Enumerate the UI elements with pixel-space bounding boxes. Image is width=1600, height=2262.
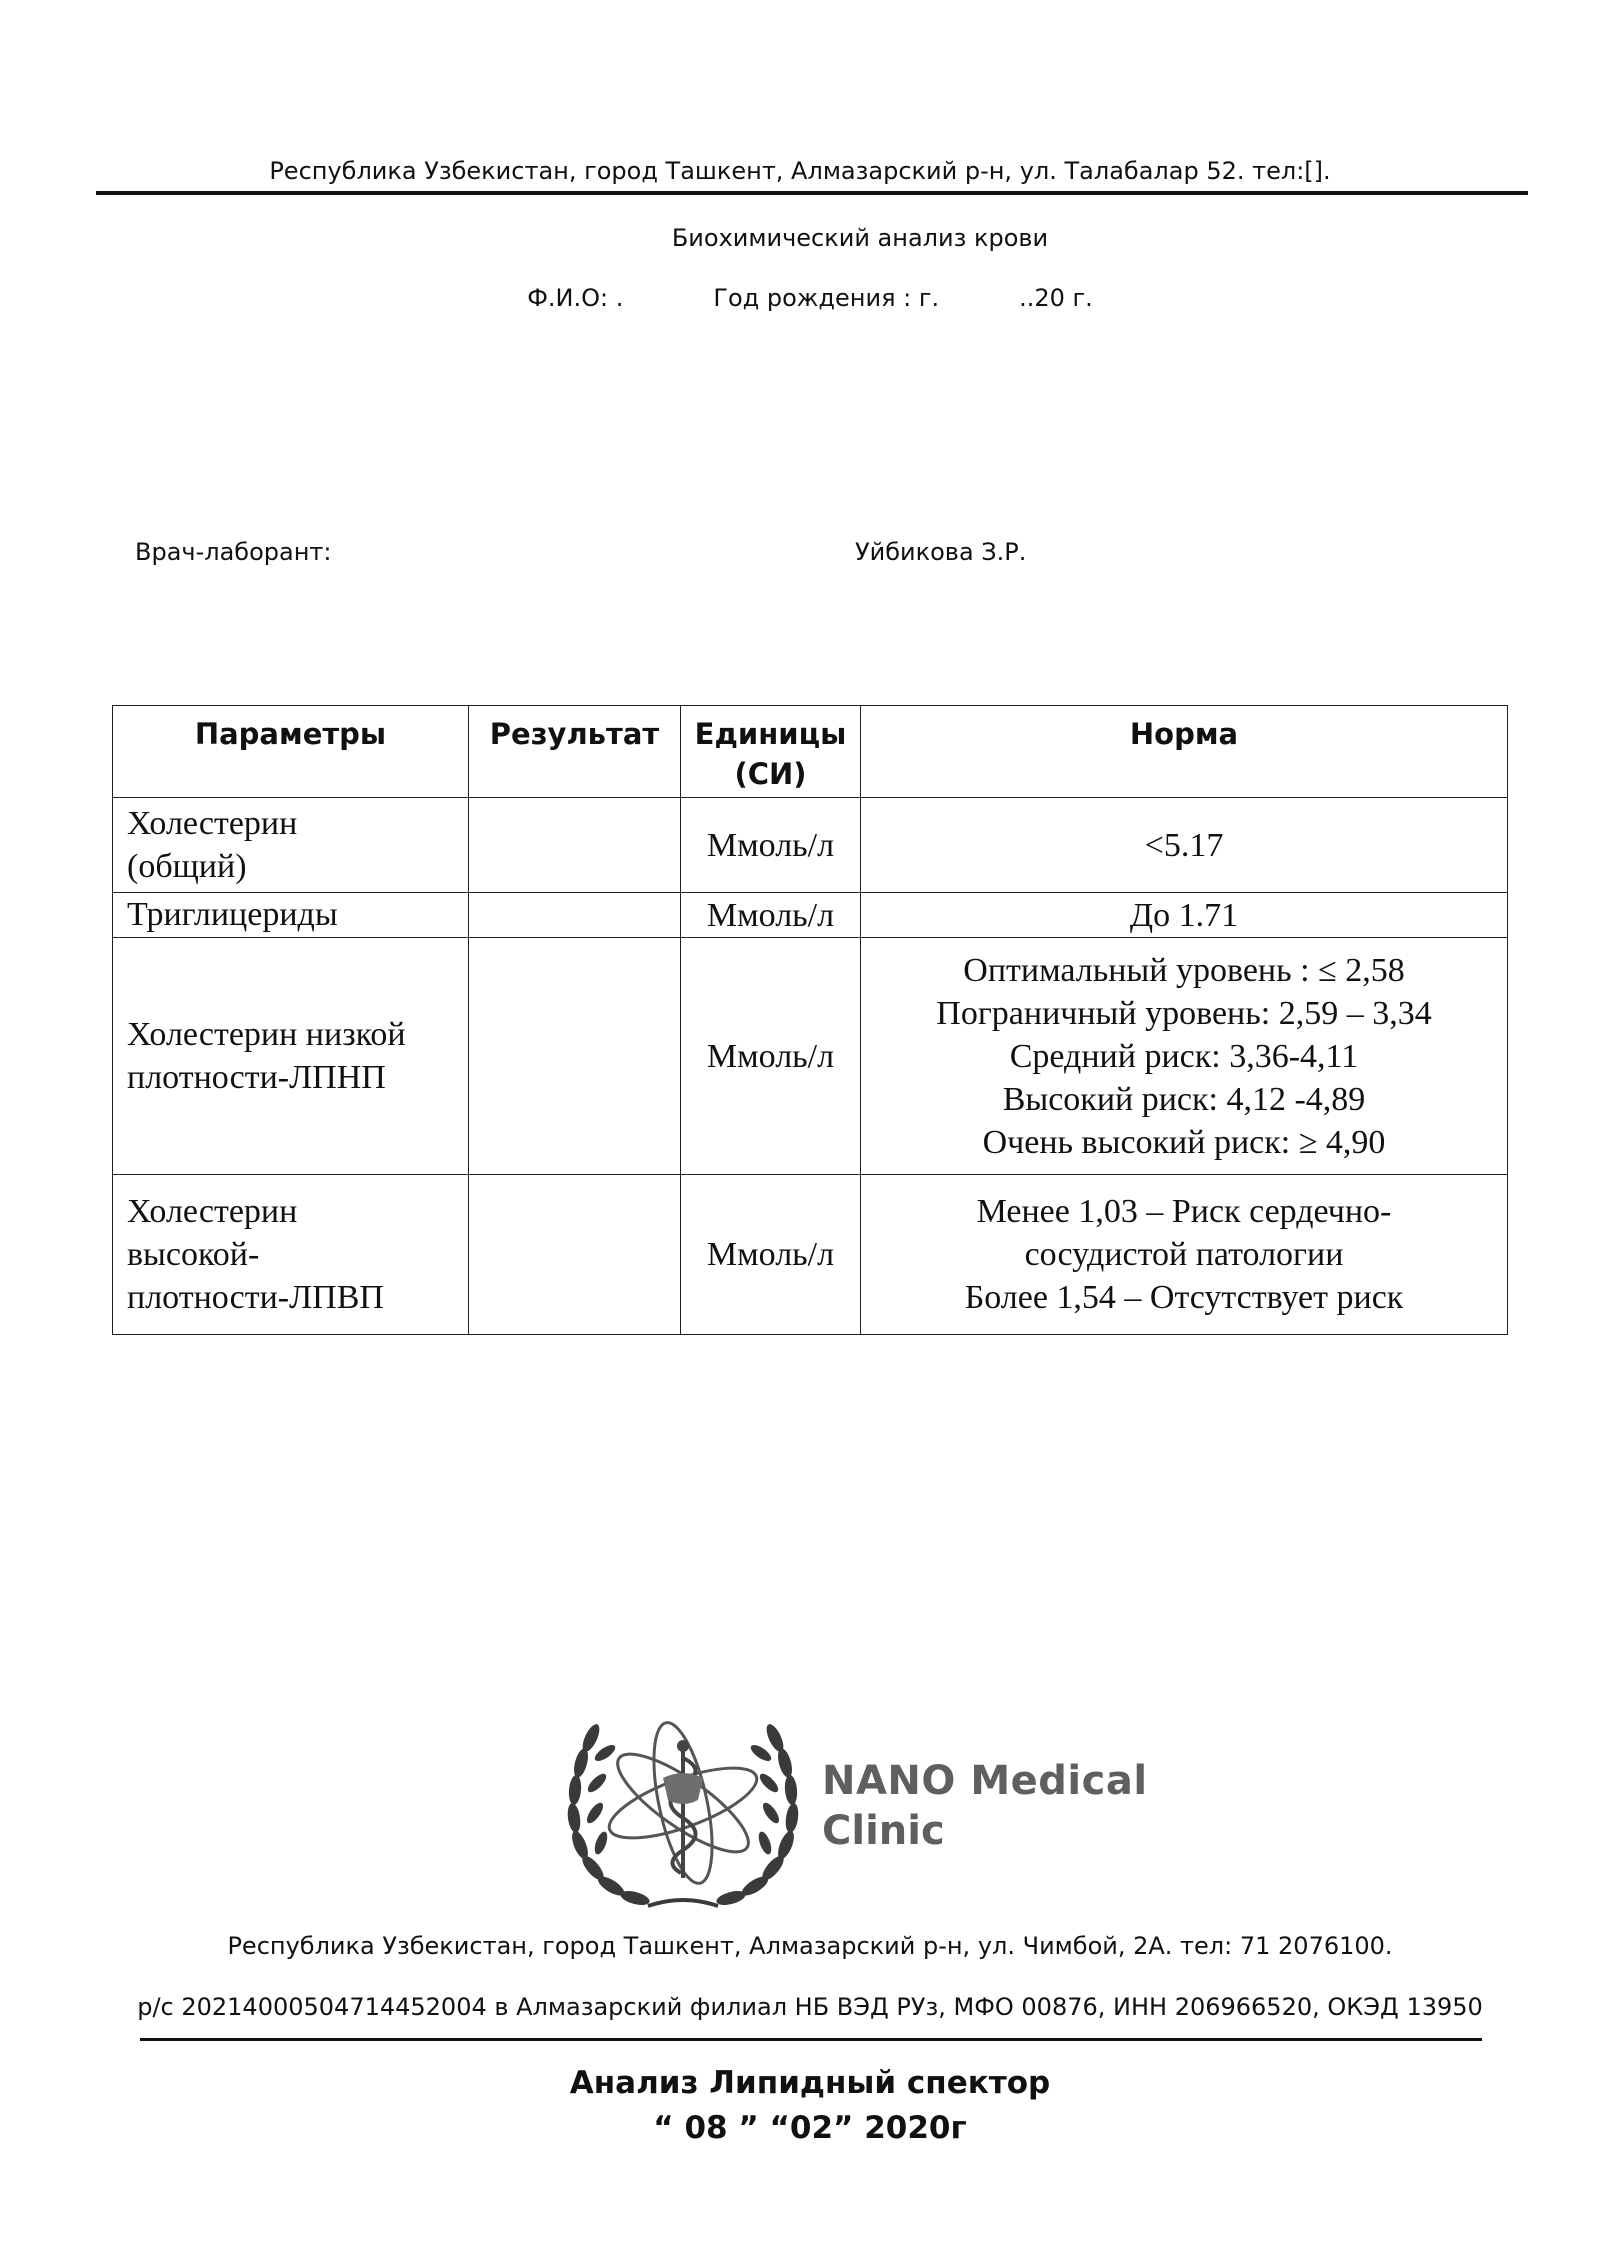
norm-cell	[861, 798, 1508, 893]
unit-cell: Ммоль/л	[681, 798, 861, 893]
norm-cell	[861, 1175, 1508, 1335]
header-address: Республика Узбекистан, город Ташкент, Алмазарский р-н, ул. Талабалар 52. тел:[].	[269, 157, 1331, 185]
norm-cell	[861, 938, 1508, 1175]
parameter-text: Холестерин низкой	[127, 1016, 406, 1053]
parameter-cell	[113, 893, 469, 938]
norm-text: сосудистой патологии	[1024, 1236, 1344, 1273]
result-cell[interactable]	[469, 798, 681, 893]
analysis-date: “ 08 ” “02” 2020г	[653, 2110, 967, 2146]
norm-text: До 1.71	[1129, 896, 1239, 934]
parameter-text: плотности-ЛПНП	[127, 1059, 386, 1096]
patient-info-line	[0, 284, 1600, 312]
table-row	[113, 938, 1508, 1175]
parameter-text: (общий)	[127, 848, 247, 885]
parameter-text: Холестерин	[127, 805, 298, 842]
header-parameters: Параметры	[113, 706, 469, 798]
norm-text: Более 1,54 – Отсутствует риск	[964, 1279, 1404, 1316]
norm-text: <5.17	[1144, 826, 1224, 864]
parameter-text: Триглицериды	[127, 896, 338, 933]
analysis-title: Анализ Липидный спектор	[569, 2065, 1051, 2101]
date-label: ..20 г.	[1019, 284, 1093, 312]
norm-text: Высокий риск: 4,12 -4,89	[1002, 1080, 1366, 1118]
lab-doctor-label: Врач-лаборант:	[135, 538, 332, 566]
unit-cell: Ммоль/л	[681, 938, 861, 1175]
header-units: Единицы (СИ)	[681, 706, 861, 798]
footer-address: Республика Узбекистан, город Ташкент, Алмазарский р-н, ул. Чимбой, 2А. тел: 71 2076100.	[227, 1932, 1393, 1960]
parameter-text: плотности-ЛПВП	[127, 1279, 384, 1316]
norm-text: Пограничный уровень: 2,59 – 3,34	[936, 994, 1432, 1032]
footer-bank-details: р/с 20214000504714452004 в Алмазарский филиал НБ ВЭД РУз, МФО 00876, ИНН 206966520, ОКЭД 13950	[137, 1993, 1483, 2021]
norm-text: Менее 1,03 – Риск сердечно-	[976, 1193, 1392, 1230]
parameter-cell	[113, 938, 469, 1175]
header-norm: Норма	[861, 706, 1508, 798]
parameter-cell	[113, 1175, 469, 1335]
table-row	[113, 1175, 1508, 1335]
clinic-name-line2: Clinic	[822, 1808, 945, 1854]
norm-cell	[861, 893, 1508, 938]
birth-year-label: Год рождения : г.	[713, 284, 940, 312]
lipid-results-table	[112, 705, 1508, 1335]
parameter-text: Холестерин	[127, 1193, 298, 1230]
unit-cell: Ммоль/л	[681, 893, 861, 938]
table-header-row	[113, 706, 1508, 798]
result-cell[interactable]	[469, 938, 681, 1175]
table-row	[113, 798, 1508, 893]
patient-name-label: Ф.И.О: .	[527, 284, 624, 312]
document-title: Биохимический анализ крови	[671, 224, 1049, 252]
header-divider	[96, 191, 1528, 195]
lab-doctor-name: Уйбикова З.Р.	[855, 538, 1027, 566]
parameter-text: высокой-	[127, 1236, 260, 1273]
clinic-name-line1: NANO Medical	[822, 1758, 1148, 1804]
footer-divider	[140, 2038, 1482, 2041]
norm-text: Средний риск: 3,36-4,11	[1009, 1037, 1359, 1075]
norm-text: Оптимальный уровень : ≤ 2,58	[963, 951, 1405, 989]
result-cell[interactable]	[469, 1175, 681, 1335]
result-cell[interactable]	[469, 893, 681, 938]
table-row	[113, 893, 1508, 938]
unit-cell: Ммоль/л	[681, 1175, 861, 1335]
header-result: Результат	[469, 706, 681, 798]
parameter-cell	[113, 798, 469, 893]
norm-text: Очень высокий риск: ≥ 4,90	[982, 1123, 1386, 1161]
caduceus-atom-laurel-icon	[553, 1708, 813, 1918]
